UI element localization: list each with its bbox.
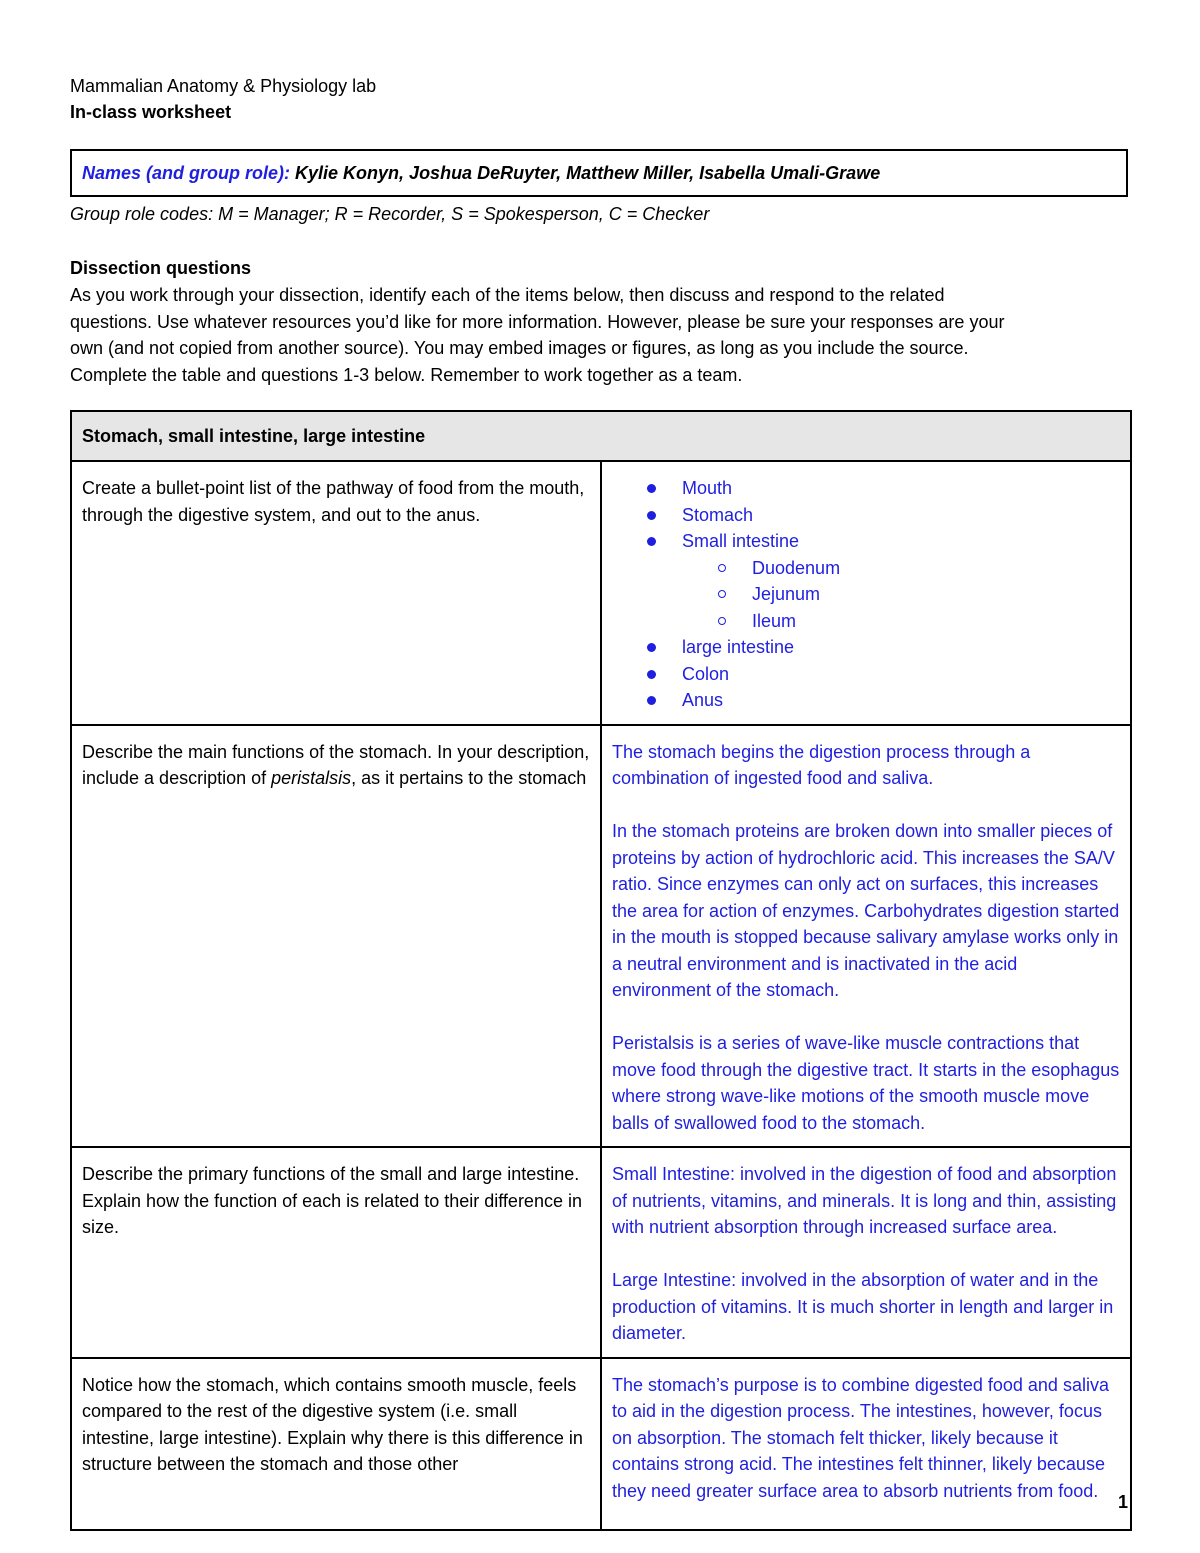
bullet-icon: [647, 537, 656, 546]
list-item: [612, 687, 1120, 714]
dissection-title: Dissection questions: [70, 258, 252, 278]
table-header: Stomach, small intestine, large intestine: [71, 411, 1131, 461]
digestive-table: [70, 410, 1132, 1531]
list-subitem: [612, 555, 1120, 582]
question-text: Describe the main functions of the stomach. In your description, include a description of: [82, 741, 590, 788]
question-cell: Notice how the stomach, which contains smooth muscle, feels compared to the rest of the digestive system (i.e. small intestine, large intestine). Explain why there is this difference in structure between the stomach and those other: [71, 1358, 601, 1530]
list-item: [612, 475, 1120, 502]
answer-paragraph: In the stomach proteins are broken down into smaller pieces of proteins by action of hydrochloric acid. This increases the SA/V ratio. Since enzymes can only act on surfaces, this increases the area for action of enzymes. Carbohydrates digestion started in the mouth is stopped because salivary amylase works only in a neutral environment and is inactivated in the acid environment of the stomach.: [612, 821, 1120, 1000]
list-item: [612, 661, 1120, 688]
question-cell: Create a bullet-point list of the pathway of food from the mouth, through the digestive system, and out to the anus.: [71, 461, 601, 725]
page-number: 1: [1118, 1492, 1129, 1512]
list-item: [612, 634, 1120, 661]
instruction-line: questions. Use whatever resources you’d like for more information. However, please be sure your responses are your: [70, 311, 1005, 332]
instruction-line: Complete the table and questions 1-3 below. Remember to work together as a team.: [70, 364, 743, 385]
list-item-label: Jejunum: [752, 584, 821, 604]
names-value: Kylie Konyn, Joshua DeRuyter, Matthew Miller, Isabella Umali-Grawe: [290, 162, 881, 183]
course-title: Mammalian Anatomy & Physiology lab: [70, 76, 377, 96]
list-item-label: Stomach: [682, 504, 754, 525]
table-row: [71, 1147, 1131, 1358]
names-box: [70, 149, 1128, 197]
group-role-codes: Group role codes: M = Manager; R = Recorder, S = Spokesperson, C = Checker: [70, 204, 710, 224]
table-row: [71, 725, 1131, 1148]
table-row: [71, 461, 1131, 725]
pathway-list: [612, 475, 1120, 714]
answer-cell: [601, 461, 1131, 725]
names-label: Names (and group role):: [82, 162, 291, 183]
question-text: , as it pertains to the stomach: [351, 768, 587, 788]
answer-cell: [601, 1358, 1131, 1530]
bullet-icon: [647, 696, 656, 705]
question-cell: Describe the primary functions of the small and large intestine. Explain how the function of each is related to their difference in size.: [71, 1147, 601, 1358]
answer-paragraph: The stomach’s purpose is to combine digested food and saliva to aid in the digestion process. The intestines, however, focus on absorption. The stomach felt thicker, likely because it contains strong acid. The intestines felt thinner, likely because they need greater surface area to absorb nutrients from food.: [612, 1374, 1109, 1501]
circle-bullet-icon: [718, 564, 726, 572]
bullet-icon: [647, 643, 656, 652]
list-item-label: Small intestine: [682, 531, 800, 551]
circle-bullet-icon: [718, 617, 726, 625]
instruction-line: own (and not copied from another source). You may embed images or figures, as long as you include the source.: [70, 338, 969, 358]
list-item-label: Mouth: [682, 478, 733, 498]
worksheet-title: In-class worksheet: [70, 102, 232, 122]
list-item-label: Duodenum: [752, 557, 841, 578]
list-item-label: Colon: [682, 663, 730, 684]
bullet-icon: [647, 670, 656, 679]
list-item: [612, 502, 1120, 529]
answer-paragraph: Small Intestine: involved in the digestion of food and absorption of nutrients, vitamins, and minerals. It is long and thin, assisting with nutrient absorption through increased surface area.: [612, 1164, 1117, 1237]
answer-cell: [601, 725, 1131, 1148]
list-subitem: [612, 608, 1120, 635]
list-item-label: Ileum: [752, 610, 797, 631]
circle-bullet-icon: [718, 590, 726, 598]
answer-paragraph: The stomach begins the digestion process through a combination of ingested food and saliva.: [612, 741, 1031, 788]
list-item: [612, 528, 1120, 555]
answer-paragraph: Peristalsis is a series of wave-like muscle contractions that move food through the digestive tract. It starts in the esophagus where strong wave-like motions of the smooth muscle move balls of swallowed food to the stomach.: [612, 1033, 1120, 1133]
answer-paragraph: Large Intestine: involved in the absorption of water and in the production of vitamins. It is much shorter in length and larger in diameter.: [612, 1270, 1114, 1343]
list-subitem: [612, 581, 1120, 608]
question-cell: [71, 725, 601, 1148]
instruction-line: As you work through your dissection, identify each of the items below, then discuss and respond to the related: [70, 285, 945, 305]
table-row: [71, 1358, 1131, 1530]
list-item-label: large intestine: [682, 637, 795, 657]
bullet-icon: [647, 511, 656, 520]
dissection-instructions: [70, 282, 1140, 388]
question-term: peristalsis: [271, 768, 352, 788]
list-item-label: Anus: [682, 690, 724, 710]
bullet-icon: [647, 484, 656, 493]
answer-cell: [601, 1147, 1131, 1358]
